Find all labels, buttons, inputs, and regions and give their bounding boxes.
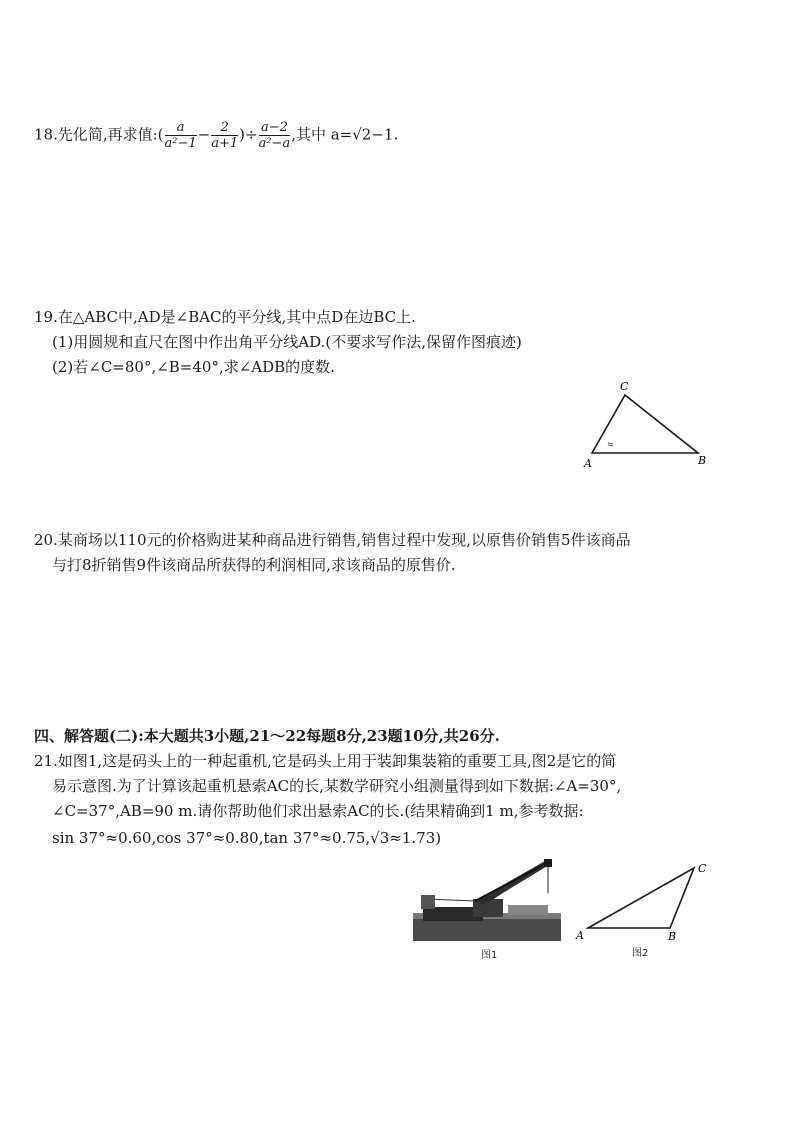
q18-fraction-3 bbox=[259, 120, 291, 151]
vertex-label-a: A bbox=[576, 929, 584, 942]
q18-tail: ,其中 a=√2−1. bbox=[291, 125, 399, 144]
vertex-label-c: C bbox=[620, 380, 629, 393]
question-18 bbox=[34, 120, 398, 151]
q20-line-1: 20.某商场以110元的价格购进某种商品进行销售,销售过程中发现,以原售价销售5件该商品 bbox=[34, 531, 631, 549]
q21-line-1: 21.如图1,这是码头上的一种起重机,它是码头上用于装卸集装箱的重要工具,图2是它的简 bbox=[34, 752, 617, 770]
q21-triangle-figure bbox=[572, 858, 712, 948]
triangle-abc-2 bbox=[588, 868, 694, 928]
q18-frac2-denominator: a+1 bbox=[211, 136, 239, 151]
q21-line-4: sin 37°≈0.60,cos 37°≈0.80,tan 37°≈0.75,√3≈1.73) bbox=[52, 829, 442, 847]
q18-frac1-denominator: a²−1 bbox=[164, 136, 197, 151]
vertex-label-b: B bbox=[668, 930, 677, 943]
vertex-label-c: C bbox=[698, 862, 707, 875]
crane-photo bbox=[413, 855, 561, 941]
q21-line-2: 易示意图.为了计算该起重机悬索AC的长,某数学研究小组测量得到如下数据:∠A=30°, bbox=[52, 777, 622, 795]
q19-line-2: (1)用圆规和直尺在图中作出角平分线AD.(不要求写作法,保留作图痕迹) bbox=[52, 333, 522, 351]
q19-triangle-figure bbox=[580, 378, 720, 473]
q18-frac3-denominator: a²−a bbox=[258, 136, 291, 151]
q18-fraction-1 bbox=[165, 120, 197, 151]
fig1-caption: 图1 bbox=[481, 950, 498, 961]
q18-fraction-2 bbox=[211, 120, 238, 151]
q21-line-3: ∠C=37°,AB=90 m.请你帮助他们求出悬索AC的长.(结果精确到1 m,参考数据: bbox=[52, 802, 584, 820]
q19-line-3: (2)若∠C=80°,∠B=40°,求∠ADB的度数. bbox=[52, 358, 335, 376]
fig2-caption: 图2 bbox=[632, 948, 649, 959]
q18-stem: 18.先化简,再求值:( bbox=[34, 125, 164, 144]
q18-frac3-numerator: a−2 bbox=[260, 120, 288, 135]
angle-mark bbox=[608, 443, 613, 446]
q20-line-2: 与打8折销售9件该商品所获得的利润相同,求该商品的原售价. bbox=[52, 556, 456, 574]
section-4-heading: 四、解答题(二):本大题共3小题,21～22每题8分,23题10分,共26分. bbox=[34, 727, 500, 745]
q19-line-1: 19.在△ABC中,AD是∠BAC的平分线,其中点D在边BC上. bbox=[34, 308, 416, 326]
q18-minus: − bbox=[197, 125, 211, 144]
q18-frac2-numerator: 2 bbox=[220, 120, 229, 135]
triangle-abc bbox=[592, 395, 698, 453]
q18-frac1-numerator: a bbox=[176, 120, 185, 135]
vertex-label-a: A bbox=[584, 457, 592, 470]
vertex-label-b: B bbox=[698, 454, 707, 467]
q18-divide: )÷ bbox=[239, 125, 258, 144]
